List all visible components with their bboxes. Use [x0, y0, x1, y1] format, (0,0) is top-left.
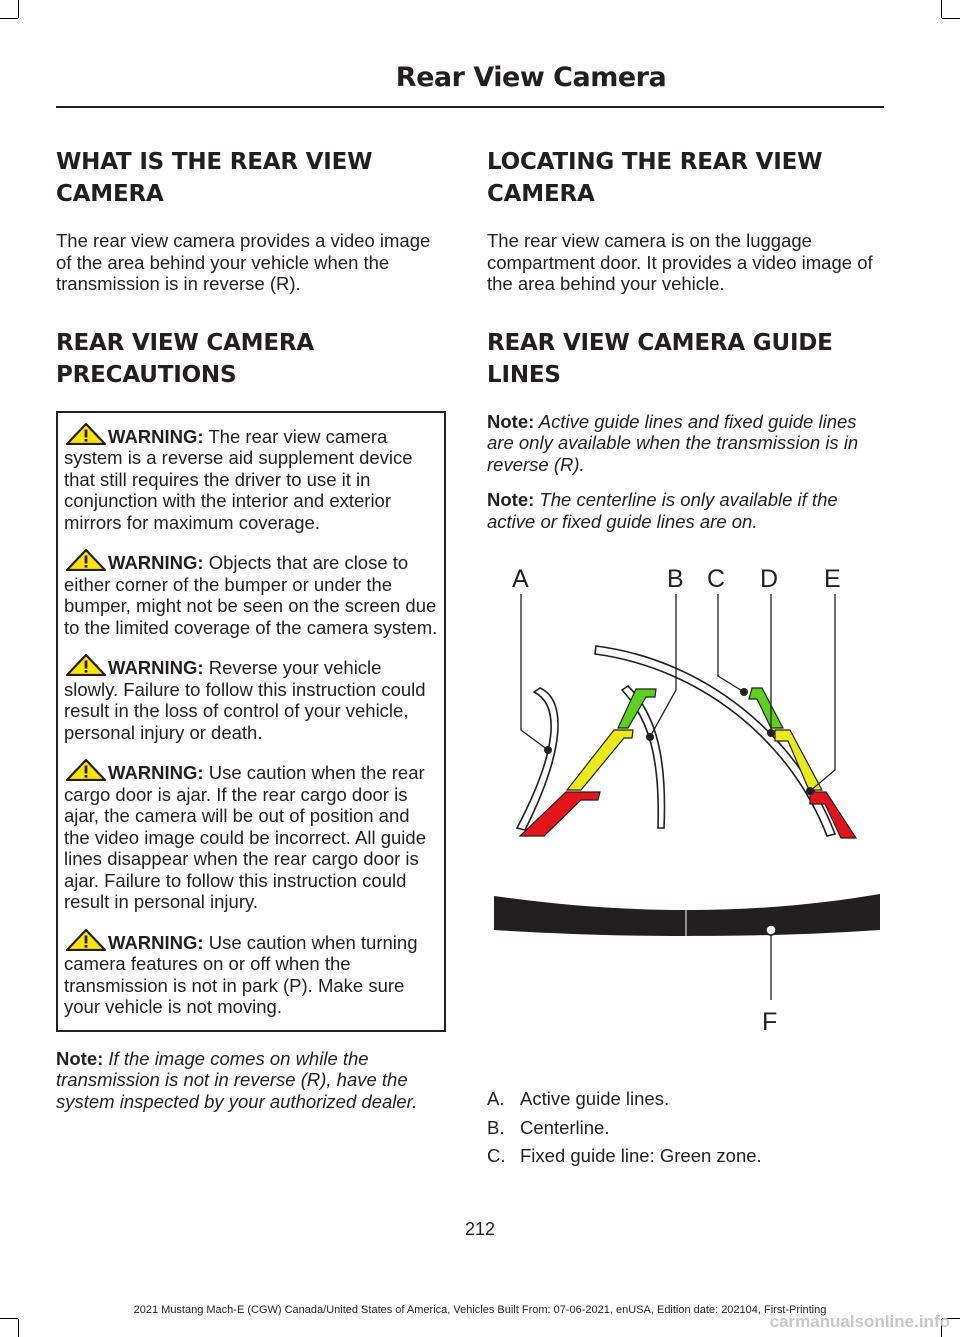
warning-triangle-icon — [64, 759, 108, 779]
callout-dot-e — [806, 787, 814, 795]
warning-item — [64, 929, 438, 1018]
note-centerline — [487, 489, 884, 532]
warning-text: The rear view camera system is a reverse aid supplement device that still requires the driver to use it in conjunction with the interior and exterior mirrors for maximum coverage. — [64, 425, 413, 533]
legend-letter: B. — [487, 1116, 505, 1138]
legend-text: Centerline. — [520, 1116, 610, 1138]
header-divider — [56, 106, 884, 108]
crop-mark — [941, 0, 942, 18]
paragraph-what-is: The rear view camera provides a video image of the area behind your vehicle when the transmission is in reverse (R). — [56, 230, 431, 294]
rear-bumper — [494, 894, 880, 936]
legend-letter: A. — [487, 1088, 505, 1109]
active-guide-line-arc — [595, 646, 835, 836]
right-column — [487, 146, 884, 546]
callout-e — [810, 594, 835, 791]
diagram-label-c: C — [707, 565, 726, 593]
warning-text: Use caution when turning camera features on or off when the transmission is not in park (P). Make sure your vehicle is not moving. — [64, 931, 418, 1017]
warning-triangle-icon — [64, 929, 108, 949]
diagram-label-a: A — [512, 565, 529, 593]
section-heading-what-is: WHAT IS THE REAR VIEW CAMERA — [56, 149, 373, 207]
legend-item — [487, 1117, 884, 1139]
callout-c — [718, 594, 744, 692]
callout-dot-a — [544, 746, 552, 754]
warning-label: WARNING: — [108, 762, 204, 783]
diagram-label-d: D — [760, 565, 779, 593]
note-label: Note: — [56, 1047, 104, 1069]
legend-item — [487, 1145, 884, 1167]
legend-text: Active guide lines. — [520, 1088, 670, 1109]
paragraph-locating: The rear view camera is on the luggage compartment door. It provides a video image of the area behind your vehicle. — [487, 230, 873, 294]
warning-box — [56, 411, 446, 1032]
fixed-guide-line-left — [520, 689, 656, 836]
guide-lines-diagram — [487, 555, 884, 1045]
callout-dot-d — [767, 729, 775, 737]
note-label: Note: — [487, 410, 535, 432]
yellow-zone-left — [567, 730, 633, 790]
crop-mark — [18, 1319, 19, 1337]
legend-text: Fixed guide line: Green zone. — [520, 1145, 762, 1166]
warning-triangle-icon — [64, 549, 108, 569]
footer-edition-info: 2021 Mustang Mach-E (CGW) Canada/United States of America, Vehicles Built From: 07-06-2021, enUSA, Edition date: 202104, First-Printing — [133, 1304, 827, 1316]
crop-mark — [0, 18, 18, 19]
page-header-title: Rear View Camera — [395, 62, 667, 93]
warning-text: Use caution when the rear cargo door is ajar. If the rear cargo door is ajar, the camera will be out of position and the video image could be incorrect. All guide lines disappear when the rear cargo door is ajar. Failure to follow this instruction could result in personal injury. — [64, 762, 426, 912]
section-heading-guide-lines: REAR VIEW CAMERA GUIDE LINES — [487, 329, 833, 388]
legend-letter: C. — [487, 1145, 506, 1166]
warning-item — [64, 549, 438, 638]
warning-text: Reverse your vehicle slowly. Failure to follow this instruction could result in the loss of control of your vehicle, personal injury or death. — [64, 657, 426, 743]
callout-dot-b — [646, 733, 654, 741]
callout-dot-c — [740, 688, 748, 696]
crop-mark — [0, 1318, 18, 1319]
warning-item — [64, 423, 438, 534]
note-dealer — [56, 1048, 446, 1113]
diagram-label-f: F — [762, 1008, 778, 1036]
warning-item — [64, 759, 438, 913]
warning-label: WARNING: — [108, 657, 204, 678]
callout-a — [521, 594, 548, 750]
left-column — [56, 146, 446, 1126]
note-text: Active guide lines and fixed guide lines are only available when the transmission is in reverse (R). — [487, 410, 859, 475]
section-heading-locating: LOCATING THE REAR VIEW CAMERA — [487, 149, 823, 207]
diagram-label-e: E — [824, 565, 841, 593]
diagram-legend — [487, 1088, 884, 1174]
section-heading-precautions: REAR VIEW CAMERA PRECAUTIONS — [56, 329, 314, 388]
warning-triangle-icon — [64, 654, 108, 674]
watermark: carmanualsonline.info — [769, 1312, 950, 1331]
diagram-label-b: B — [667, 565, 684, 593]
fixed-guide-line-right — [749, 688, 856, 838]
crop-mark — [942, 18, 960, 19]
warning-label: WARNING: — [108, 552, 204, 573]
legend-item — [487, 1088, 884, 1110]
warning-label: WARNING: — [108, 931, 204, 953]
note-guide-lines-availability — [487, 411, 884, 476]
note-text: If the image comes on while the transmission is not in reverse (R), have the system inspected by your authorized dealer. — [56, 1047, 418, 1112]
crop-mark — [18, 0, 19, 18]
page-number: 212 — [464, 1219, 496, 1239]
warning-item — [64, 654, 438, 743]
warning-triangle-icon — [64, 423, 108, 443]
warning-text: Objects that are close to either corner of the bumper or under the bumper, might not be seen on the screen due to the limited coverage of the camera system. — [64, 552, 438, 638]
callout-dot-f — [766, 925, 776, 935]
note-text: The centerline is only available if the active or fixed guide lines are on. — [487, 489, 838, 532]
note-label: Note: — [487, 489, 535, 510]
warning-label: WARNING: — [108, 425, 204, 447]
